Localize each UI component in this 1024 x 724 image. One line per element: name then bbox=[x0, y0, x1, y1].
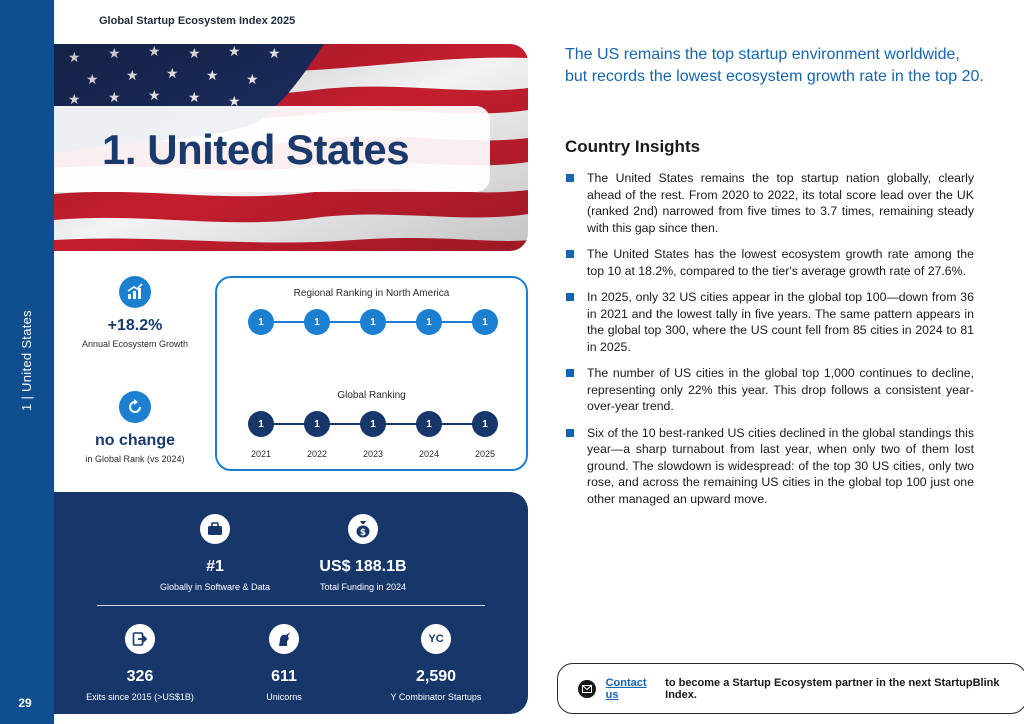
contact-us-link[interactable]: Contact us bbox=[605, 676, 647, 701]
bullet-square-icon bbox=[566, 250, 574, 258]
regional-rank-2022: 1 bbox=[304, 309, 330, 335]
section-label bbox=[6, 280, 46, 440]
divider bbox=[97, 605, 485, 606]
exit-arrow-icon bbox=[125, 624, 155, 654]
global-rank-2022: 1 bbox=[304, 411, 330, 437]
bullet-square-icon bbox=[566, 369, 574, 377]
global-rank-2021: 1 bbox=[248, 411, 274, 437]
regional-ranking-title: Regional Ranking in North America bbox=[293, 288, 450, 299]
yc-label: Y Combinator Startups bbox=[390, 692, 482, 702]
money-bag-icon bbox=[348, 514, 378, 544]
yc-icon: YC bbox=[421, 624, 451, 654]
exits-label: Exits since 2015 (>US$1B) bbox=[86, 692, 194, 702]
list-item: Six of the 10 best-ranked US cities declined in the global standings this year—a sharp turnabout from last year, when only two of them lost ground. The slowdown is widespread: of the top 30 US cities, only two rose, and across the remaining US cities in the global top 100 just one other managed an upward move. bbox=[566, 425, 974, 508]
ranking-card bbox=[215, 276, 528, 471]
list-item: In 2025, only 32 US cities appear in the global top 100—down from 36 in 2021 and the lowest tally in five years. The same pattern appears in the global top 300, where the US count fell from 85 cities in 2024 to 81 in 2025. bbox=[566, 289, 974, 355]
bullet-square-icon bbox=[566, 429, 574, 437]
contact-banner bbox=[557, 663, 1024, 714]
software-value: #1 bbox=[206, 558, 224, 575]
rank-change-stat bbox=[55, 391, 215, 464]
mail-icon bbox=[578, 680, 596, 698]
software-highlight bbox=[140, 514, 290, 592]
unicorns-highlight bbox=[209, 624, 359, 702]
yc-value: 2,590 bbox=[415, 668, 457, 685]
refresh-arrow-icon bbox=[119, 391, 151, 423]
funding-label: Total Funding in 2024 bbox=[319, 582, 407, 592]
contact-text: to become a Startup Ecosystem partner in the next StartupBlink Index. bbox=[665, 676, 1000, 701]
growth-stat bbox=[55, 276, 215, 349]
document-title: Global Startup Ecosystem Index 2025 bbox=[99, 15, 296, 27]
year-label: 2023 bbox=[362, 449, 384, 459]
insights-list bbox=[566, 170, 974, 517]
page-title: 1. United States bbox=[102, 126, 410, 173]
growth-label: Annual Ecosystem Growth bbox=[81, 339, 189, 349]
software-label: Globally in Software & Data bbox=[159, 582, 271, 592]
section-label-text: 1 | United States bbox=[18, 309, 34, 411]
exits-highlight bbox=[65, 624, 215, 702]
bullet-square-icon bbox=[566, 174, 574, 182]
highlights-panel bbox=[54, 492, 528, 714]
global-rank-2024: 1 bbox=[416, 411, 442, 437]
global-rank-2023: 1 bbox=[360, 411, 386, 437]
regional-rank-2025: 1 bbox=[472, 309, 498, 335]
regional-rank-2021: 1 bbox=[248, 309, 274, 335]
hero-title-box bbox=[54, 106, 490, 192]
unicorns-label: Unicorns bbox=[266, 692, 302, 702]
global-ranking-title: Global Ranking bbox=[337, 390, 406, 401]
year-label: 2024 bbox=[418, 449, 440, 459]
funding-value: US$ 188.1B bbox=[319, 558, 407, 575]
year-label: 2025 bbox=[474, 449, 496, 459]
list-item: The United States remains the top startup nation globally, clearly ahead of the rest. From 2020 to 2022, its total score lead over the UK (ranked 2nd) narrowed from five times to 3.7 times, remaining steady with this gap since then. bbox=[566, 170, 974, 236]
briefcase-icon bbox=[200, 514, 230, 544]
funding-highlight bbox=[288, 514, 438, 592]
list-item: The number of US cities in the global top 1,000 continues to decline, representing only 22% this year. This drop follows a consistent year-over-year trend. bbox=[566, 365, 974, 415]
insights-title: Country Insights bbox=[565, 137, 701, 156]
unicorns-value: 611 bbox=[271, 668, 297, 685]
sidebar bbox=[0, 0, 54, 724]
regional-rank-2024: 1 bbox=[416, 309, 442, 335]
bullet-square-icon bbox=[566, 293, 574, 301]
headline: The US remains the top startup environment worldwide, but records the lowest ecosystem growth rate in the top 20. bbox=[565, 46, 984, 85]
svg-text:$: $ bbox=[359, 528, 367, 538]
unicorn-icon bbox=[269, 624, 299, 654]
yc-highlight bbox=[361, 624, 511, 702]
year-label: 2022 bbox=[306, 449, 328, 459]
regional-rank-2023: 1 bbox=[360, 309, 386, 335]
list-item: The United States has the lowest ecosystem growth rate among the top 10 at 18.2%, compared to the tier's average growth rate of 27.6%. bbox=[566, 246, 974, 279]
hero-banner bbox=[54, 44, 528, 251]
chart-growth-icon bbox=[119, 276, 151, 308]
rank-change-value: no change bbox=[94, 432, 175, 449]
rank-change-label: in Global Rank (vs 2024) bbox=[85, 454, 185, 464]
growth-value: +18.2% bbox=[107, 317, 163, 334]
global-rank-2025: 1 bbox=[472, 411, 498, 437]
exits-value: 326 bbox=[126, 668, 154, 685]
page-number: 29 bbox=[18, 696, 32, 710]
year-label: 2021 bbox=[250, 449, 272, 459]
